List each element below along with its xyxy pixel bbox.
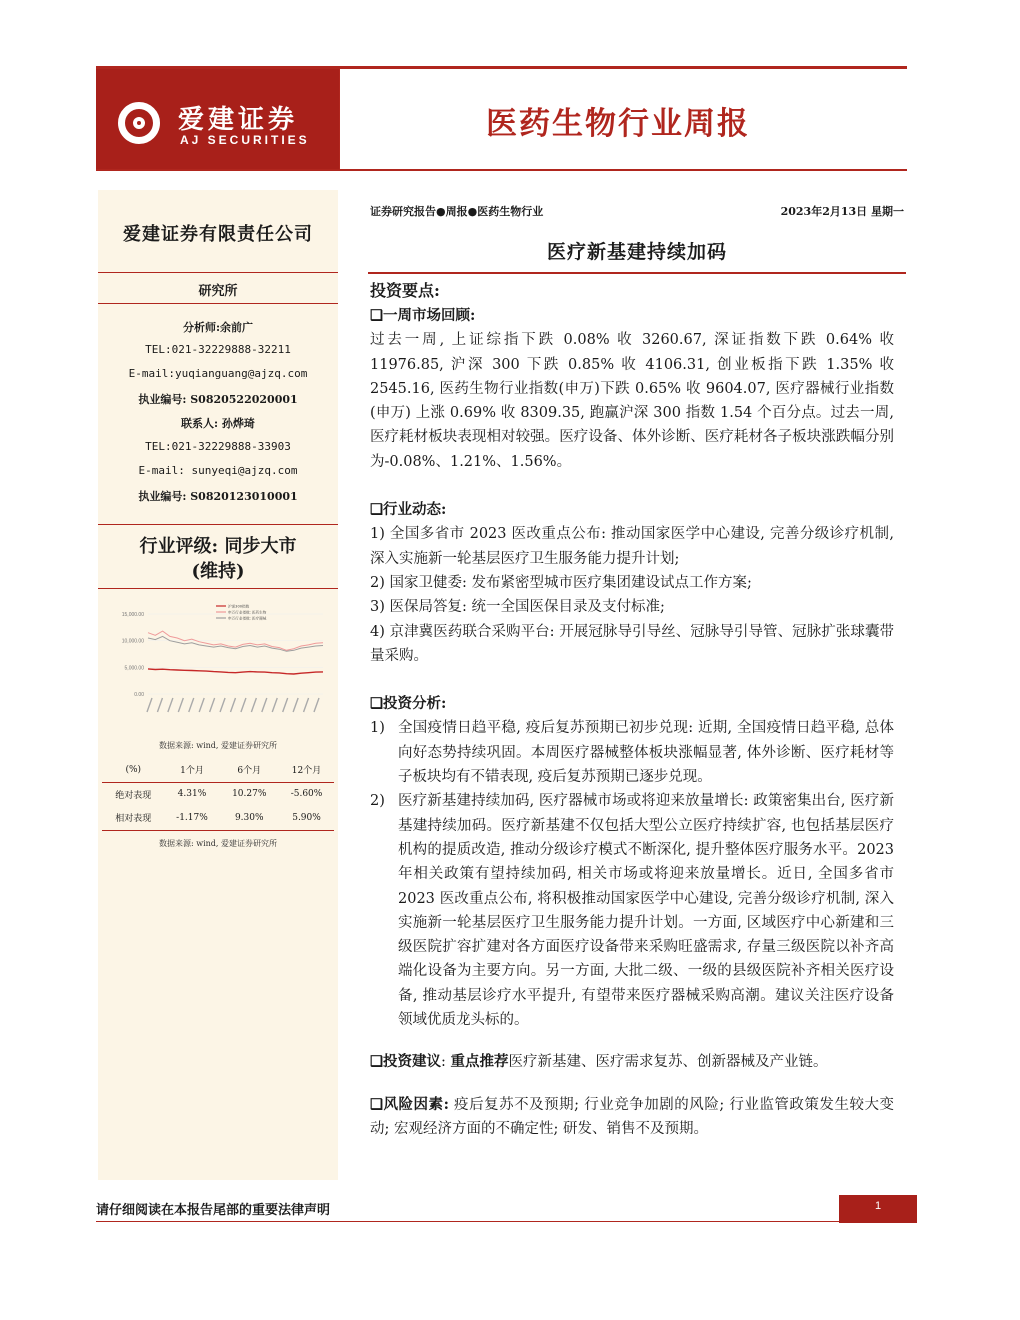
x-tick-label [199,698,204,712]
x-tick-label [168,698,173,712]
y-tick-label: 0.00 [134,692,144,698]
col-header: 1个月 [180,766,204,777]
cell: 10.27% [232,789,267,800]
cell: 4.31% [177,789,207,800]
advice-text: 医疗新基建、医疗需求复苏、创新器械及产业链。 [508,1054,828,1071]
cell: 9.30% [234,812,264,823]
advice-colon: : [441,1054,451,1071]
y-tick-label: 5,000.00 [124,665,144,672]
industry-rating [98,534,338,584]
analysis-item [370,789,894,1032]
news-item: 1) 全国多省市 2023 医改重点公布: 推动国家医学中心建设, 完善分级诊疗机制, 深入实施新一轮基层医疗卫生服务能力提升计划; [370,526,894,567]
x-tick-label [210,698,215,712]
col-header: 6个月 [237,766,262,777]
divider [368,272,906,274]
investment-analysis-title: ❑投资分析: [370,695,447,713]
logo-name-en: AJ SECURITIES [180,133,310,147]
x-tick-label [220,698,225,712]
news-item: 4) 京津冀医药联合采购平台: 开展冠脉导引导丝、冠脉导引导管、冠脉扩张球囊带量采购。 [370,623,894,664]
company-logo [96,69,339,170]
item-text: 医疗新基建持续加码, 医疗器械市场或将迎来放量增长: 政策密集出台, 医疗新基建持续加码。医疗新基建不仅包括大型公立医疗持续扩容, 也包括基层医疗机构的提质改造, 推动分级诊疗模式不断深化, 提升整体医疗服务水平。2023 年相关政策有望持续加码, 相关市场或将迎来放量增长。近日, 全国多省市 2023 医改重点公布, 将积极推动国家医学中心建设, 完善分级诊疗机制, 深入实施新一轮基层医疗卫生服务能力提升计划。一方面, 区域医疗中心新建和三级医院扩容扩建对各方面医疗设备带来采购旺盛需求, 存量三级医院以补齐高端化设备为主要方向。另一方面, 大批二级、一级的县级医院补齐相关医疗设备, 推动基层诊疗水平提升, 有望带来医疗器械采购高潮。建议关注医疗设备领域优质龙头标的。 [398,793,894,1029]
x-tick-label [157,698,162,712]
company-name: 爱建证券有限责任公司 [123,224,313,245]
series-line [148,669,323,674]
series-line [148,636,323,651]
rating-line: 行业评级: 同步大市 [139,536,297,557]
divider [98,303,338,304]
news-item: 2) 国家卫健委: 发布紧密型城市医疗集团建设试点工作方案; [370,574,752,591]
cell: -5.60% [290,789,323,800]
item-number: 2) [370,793,385,810]
analysis-item [370,716,894,789]
table-row [102,806,334,830]
x-tick-label [189,698,194,712]
analyst-name: 分析师:余前广 [182,321,254,334]
advice-title: ❑投资建议 [370,1053,441,1071]
report-meta: 证券研究报告●周报●医药生物行业 [370,205,544,218]
news-item: 3) 医保局答复: 统一全国医保目录及支付标准; [370,599,665,616]
x-tick-label [178,698,183,712]
legend-label: 沪深300指数 [228,604,250,609]
risk-text: 疫后复苏不及预期; 行业竞争加剧的风险; 行业监管政策发生较大变动; 宏观经济方面的不确定性; 研发、销售不及预期。 [370,1096,894,1137]
index-line-chart [108,602,333,737]
x-tick-label [147,698,152,712]
legal-notice: 请仔细阅读在本报告尾部的重要法律声明 [96,1203,331,1218]
section-heading: 投资要点: [370,281,440,300]
sidebar [98,190,338,1180]
report-body [370,278,894,1141]
divider [98,272,338,273]
row-label: 相对表现 [115,814,152,825]
x-tick-label [272,698,277,712]
risk-title: ❑风险因素: [370,1095,449,1113]
page-number: 1 [839,1195,917,1223]
cell: 5.90% [292,812,321,823]
x-tick-label [262,698,267,712]
investment-advice [370,1050,894,1074]
chart-source: 数据来源: wind, 爱建证券研究所 [158,741,277,750]
y-tick-label: 15,000.00 [121,612,144,618]
x-tick-label [231,698,236,712]
table-source: 数据来源: wind, 爱建证券研究所 [158,839,277,848]
analyst-cert: 执业编号: S0820522020001 [138,393,298,406]
x-tick-label [251,698,256,712]
logo-name-cn: 爱建证券 [178,105,299,135]
risk-factors [370,1093,894,1142]
advice-highlight: 重点推荐 [450,1053,509,1071]
table-row [102,782,334,806]
col-header: (%) [125,764,142,775]
header-bottom-rule [96,169,907,171]
contact-email[interactable]: E-mail: sunyeqi@ajzq.com [138,464,298,477]
analyst-tel: TEL:021-32229888-32211 [145,343,291,356]
analyst-email[interactable]: E-mail:yuqianguang@ajzq.com [128,367,308,380]
report-subtitle: 医疗新基建持续加码 [546,241,727,263]
report-date: 2023年2月13日 星期一 [780,205,904,218]
x-tick-label [241,698,246,712]
x-tick-label [304,698,309,712]
rating-status: (维持) [191,561,245,582]
report-header [96,66,907,170]
divider [98,524,338,525]
contact-cert: 执业编号: S0820123010001 [138,490,298,503]
col-header: 12个月 [291,766,322,777]
contact-name: 联系人: 孙烨琦 [181,417,255,430]
x-tick-label [283,698,288,712]
research-dept: 研究所 [198,284,238,299]
legend-label: 申万行业指数: 医疗器械 [228,616,267,621]
contact-tel: TEL:021-32229888-33903 [145,440,291,453]
x-tick-label [293,698,298,712]
legend-label: 申万行业指数: 医药生物 [228,610,267,615]
market-review-title: ❑一周市场回顾: [370,307,476,324]
divider [98,588,338,589]
logo-mark-icon [118,102,160,144]
row-label: 绝对表现 [115,790,152,801]
market-review-text: 过去一周, 上证综指下跌 0.08% 收 3260.67, 深证指数下跌 0.64% 收 11976.85, 沪深 300 下跌 0.85% 收 4106.31, 创业板指下跌 1.35% 收 2545.16, 医药生物行业指数(申万)下跌 0.65% 收 9604.07, 医疗器械行业指数(申万) 上涨 0.69% 收 8309.35, 跑赢沪深 300 指数 1.54 个百分点。过去一周, 医疗耗材板块表现相对较强。医疗设备、体外诊断、医疗耗材各子板块涨跌幅分别为-0.08%、1.21%、1.56%。 [370,332,894,470]
footer-rule [96,1221,907,1222]
industry-news-title: ❑行业动态: [370,501,447,519]
table-header-row [102,758,334,782]
report-title: 医药生物行业周报 [486,106,750,142]
x-tick-label [314,698,319,712]
cell: -1.17% [176,812,208,823]
y-tick-label: 10,000.00 [121,638,144,645]
item-text: 全国疫情日趋平稳, 疫后复苏预期已初步兑现: 近期, 全国疫情日趋平稳, 总体向好态势持续巩固。本周医疗器械整体板块涨幅显著, 体外诊断、医疗耗材等子板块均有不错表现, 疫后复苏预期已逐步兑现。 [398,720,894,786]
item-number: 1) [370,720,385,737]
performance-table [102,758,334,831]
